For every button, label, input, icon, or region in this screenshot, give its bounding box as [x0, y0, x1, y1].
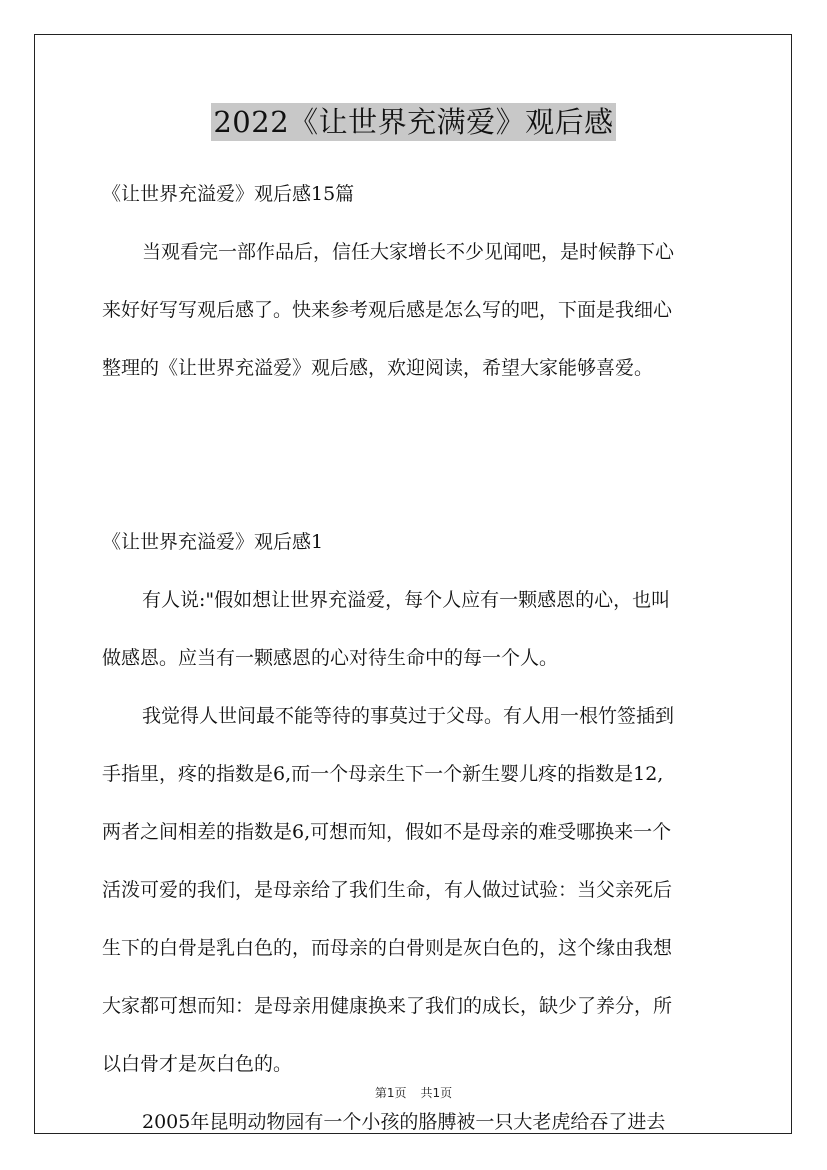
paragraph-line: 手指里，疼的指数是6,而一个母亲生下一个新生婴儿疼的指数是12, [102, 763, 664, 785]
page-total: 共1页 [420, 1086, 453, 1100]
page-footer [0, 1084, 827, 1101]
paragraph-line: 做感恩。应当有一颗感恩的心对待生命中的每一个人。 [102, 647, 559, 669]
paragraph-line: 活泼可爱的我们，是母亲给了我们生命，有人做过试验：当父亲死后 [102, 879, 673, 901]
section-spacer [102, 404, 728, 520]
intro-line: 来好好写写观后感了。快来参考观后感是怎么写的吧，下面是我细心 [102, 299, 673, 321]
document-body [102, 172, 728, 1158]
section-heading: 《让世界充溢爱》观后感1 [102, 531, 324, 553]
title-container [0, 103, 827, 141]
intro-line: 整理的《让世界充溢爱》观后感，欢迎阅读，希望大家能够喜爱。 [102, 357, 654, 379]
paragraph-line: 生下的白骨是乳白色的，而母亲的白骨则是灰白色的，这个缘由我想 [102, 937, 673, 959]
intro-line: 当观看完一部作品后，信任大家增长不少见闻吧，是时候静下心 [142, 241, 675, 263]
document-subtitle: 《让世界充溢爱》观后感15篇 [102, 183, 355, 205]
document-title: 2022《让世界充满爱》观后感 [213, 105, 614, 139]
page-number: 第1页 [374, 1086, 407, 1100]
paragraph-line: 大家都可想而知：是母亲用健康换来了我们的成长，缺少了养分，所 [102, 995, 673, 1017]
paragraph-line: 以白骨才是灰白色的。 [102, 1053, 293, 1075]
paragraph-line: 2005年昆明动物园有一个小孩的胳膊被一只大老虎给吞了进去 [142, 1111, 666, 1133]
paragraph-line: 有人说:"假如想让世界充溢爱，每个人应有一颗感恩的心，也叫 [142, 589, 671, 611]
paragraph-line: 我觉得人世间最不能等待的事莫过于父母。有人用一根竹签插到 [142, 705, 675, 727]
paragraph-line: 两者之间相差的指数是6,可想而知，假如不是母亲的难受哪换来一个 [102, 821, 672, 843]
